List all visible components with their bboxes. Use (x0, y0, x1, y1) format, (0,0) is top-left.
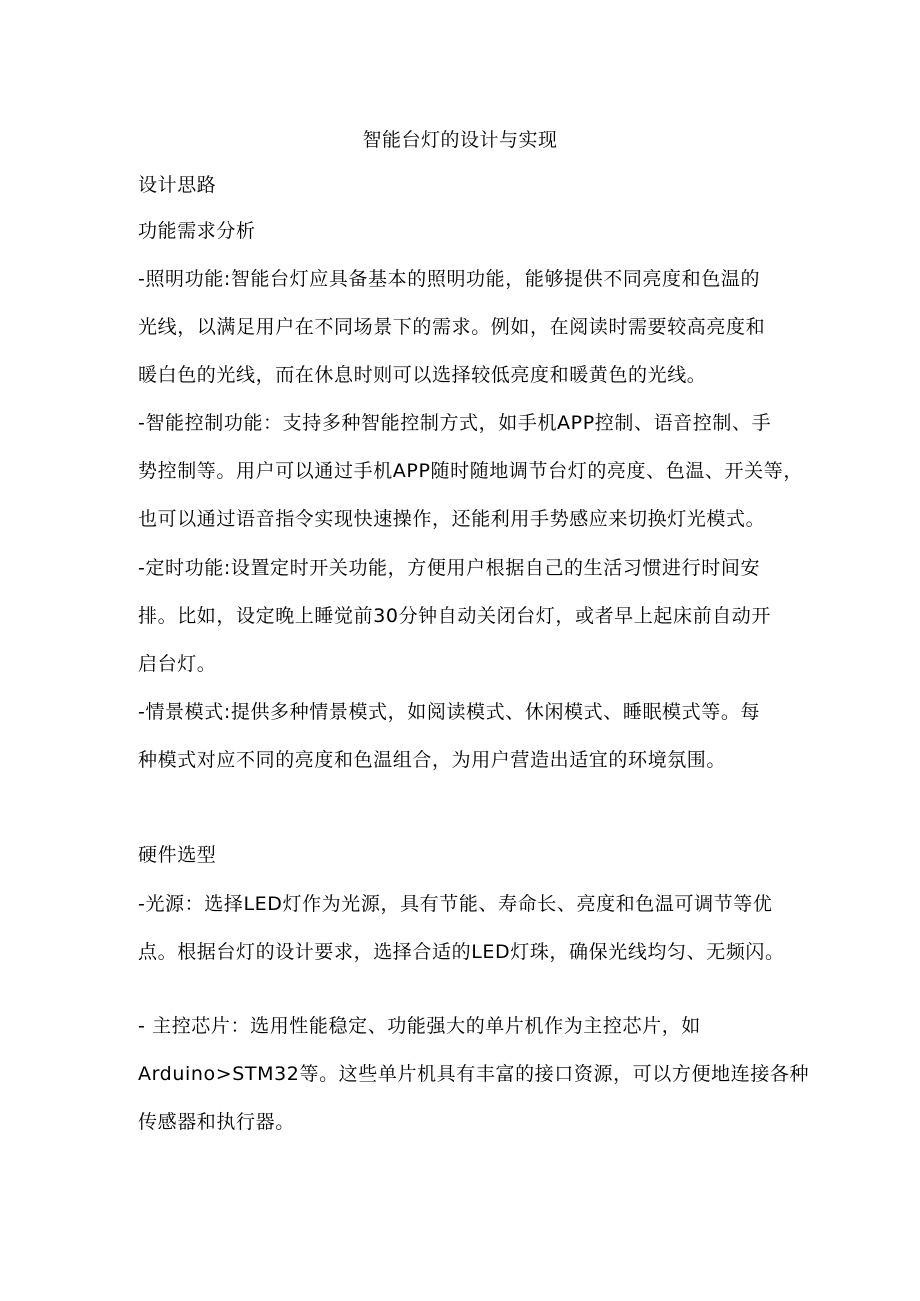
paragraph-line: 势控制等。用户可以通过手机APP随时随地调节台灯的亮度、色温、开关等， (138, 460, 803, 482)
paragraph-line: -智能控制功能：支持多种智能控制方式，如手机APP控制、语音控制、手 (138, 412, 772, 434)
paragraph-line: -情景模式:提供多种情景模式，如阅读模式、休闲模式、睡眠模式等。每 (138, 701, 761, 723)
paragraph-line: - 主控芯片：选用性能稳定、功能强大的单片机作为主控芯片，如 (138, 1015, 701, 1037)
paragraph-line: Arduino>STM32等。这些单片机具有丰富的接口资源，可以方便地连接各种 (138, 1063, 810, 1085)
paragraph-line: 点。根据台灯的设计要求，选择合适的LED灯珠，确保光线均匀、无频闪。 (138, 941, 785, 963)
paragraph-line: 传感器和执行器。 (138, 1111, 295, 1133)
paragraph-line: 排。比如，设定晚上睡觉前30分钟自动关闭台灯，或者早上起床前自动开 (138, 605, 771, 627)
paragraph-line: 启台灯。 (138, 653, 217, 675)
subsection-heading-requirements: 功能需求分析 (138, 220, 256, 242)
section-heading-design: 设计思路 (138, 174, 217, 196)
paragraph-line: 种模式对应不同的亮度和色温组合，为用户营造出适宜的环境氛围。 (138, 749, 727, 771)
paragraph-line: -光源：选择LED灯作为光源，具有节能、寿命长、亮度和色温可调节等优 (138, 893, 773, 915)
document-title: 智能台灯的设计与实现 (362, 129, 558, 151)
paragraph-line: 暖白色的光线，而在休息时则可以选择较低亮度和暖黄色的光线。 (138, 364, 707, 386)
paragraph-line: 光线，以满足用户在不同场景下的需求。例如，在阅读时需要较高亮度和 (138, 316, 766, 338)
paragraph-line: -定时功能:设置定时开关功能，方便用户根据自己的生活习惯进行时间安 (138, 557, 761, 579)
section-heading-hardware: 硬件选型 (138, 844, 217, 866)
paragraph-line: -照明功能:智能台灯应具备基本的照明功能，能够提供不同亮度和色温的 (138, 268, 761, 290)
paragraph-line: 也可以通过语音指令实现快速操作，还能利用手势感应来切换灯光模式。 (138, 508, 766, 530)
